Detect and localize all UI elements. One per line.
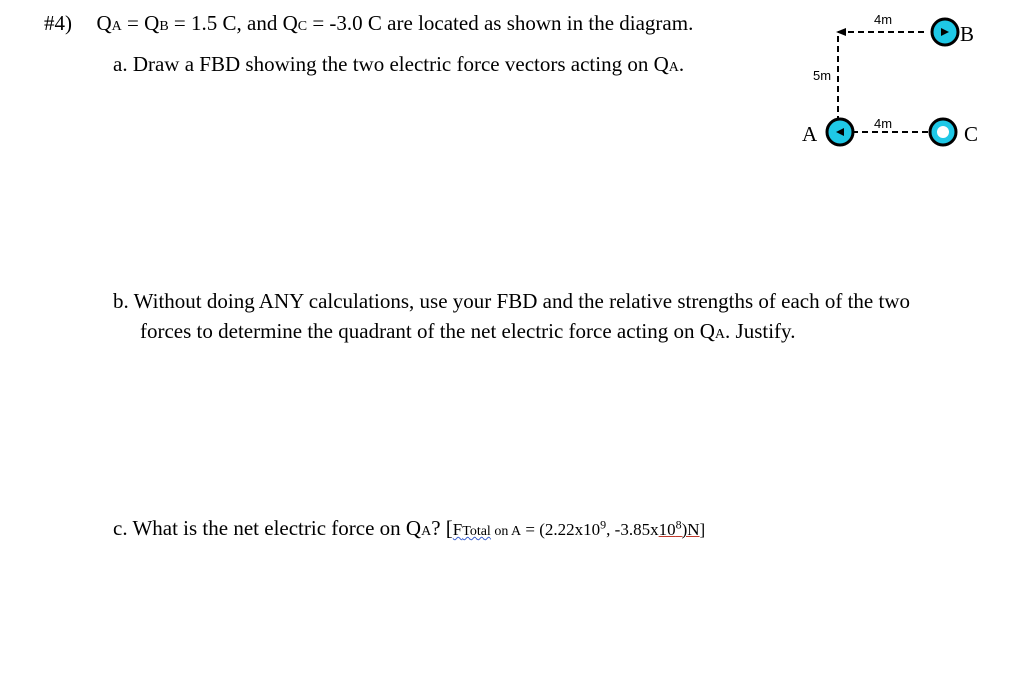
answer-force-symbol: FTotal — [452, 520, 491, 539]
part-b — [113, 288, 910, 314]
part-b-label: b. — [113, 289, 129, 313]
label-a: A — [802, 122, 818, 146]
problem-number: #4) — [44, 11, 72, 35]
part-c-label: c. — [113, 516, 128, 540]
part-c-text: What is the net electric force on — [132, 516, 406, 540]
part-c: c. What is the net electric force on QA? [FTotal on $A = (2.22x10^9$, $-3.85x10^8)N$] — [113, 516, 706, 540]
part-b-line2: forces to determine the quadrant of the net electric force acting on QA. Justify. — [140, 319, 796, 343]
label-dist-vertical: 5m — [813, 68, 832, 83]
part-a: a. Draw a FBD showing the two electric force vectors acting on QA. — [113, 52, 685, 76]
problem-statement: #4) QA = QB = 1.5 C, and QC = -3.0 C are located as shown in the diagram. — [44, 11, 694, 35]
part-a-text: Draw a FBD showing the two electric force vectors acting on — [132, 52, 654, 76]
arrowhead-left-icon — [836, 28, 846, 36]
label-dist-bottom: 4m — [874, 116, 893, 131]
charge-c-center — [937, 126, 949, 138]
label-c: C — [964, 122, 979, 146]
charge-diagram — [780, 0, 1000, 180]
label-dist-top: 4m — [874, 12, 893, 27]
label-b: B — [960, 22, 975, 46]
part-b-line1: Without doing ANY calculations, use your FBD and the relative strengths of each of the two — [133, 289, 910, 313]
answer-value: = ($2.22x10^9$, $-3.85x10^8)N$] — [521, 517, 706, 539]
part-a-label: a. — [113, 52, 128, 76]
